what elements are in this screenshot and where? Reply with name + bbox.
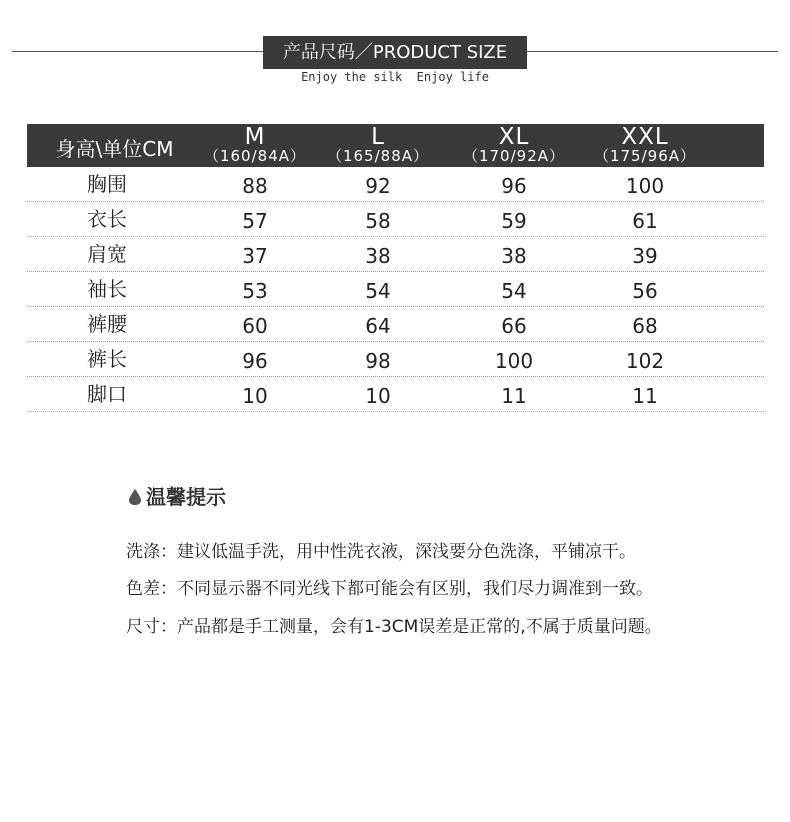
table-cell: 57 — [242, 209, 268, 233]
table-row — [27, 342, 764, 377]
table-cell: 100 — [625, 174, 665, 198]
section-title: 产品尺码／PRODUCT SIZE — [263, 36, 527, 69]
drop-icon — [128, 488, 142, 506]
table-cell: 61 — [632, 209, 658, 233]
tips-heading — [128, 481, 226, 510]
table-cell: 56 — [632, 279, 658, 303]
column-header-m — [190, 124, 320, 167]
table-cell: 60 — [242, 314, 268, 338]
table-cell: 53 — [242, 279, 268, 303]
table-cell: 64 — [365, 314, 391, 338]
table-cell: 58 — [365, 209, 391, 233]
column-size: M — [244, 124, 266, 150]
table-cell: 10 — [365, 384, 391, 408]
table-row — [27, 272, 764, 307]
table-cell: 38 — [365, 244, 391, 268]
table-row — [27, 377, 764, 412]
row-label: 肩宽 — [87, 242, 127, 266]
table-cell: 11 — [501, 384, 527, 408]
table-cell: 88 — [242, 174, 268, 198]
table-cell: 54 — [501, 279, 527, 303]
row-label: 胸围 — [87, 172, 127, 196]
table-cell: 10 — [242, 384, 268, 408]
size-table — [27, 124, 764, 412]
table-cell: 59 — [501, 209, 527, 233]
table-cell: 37 — [242, 244, 268, 268]
tip-washing: 洗涤：建议低温手洗，用中性洗衣液，深浅要分色洗涤，平铺凉干。 — [126, 542, 636, 562]
row-label: 衣长 — [87, 207, 127, 231]
tip-color-difference: 色差：不同显示器不同光线下都可能会有区别，我们尽力调准到一致。 — [126, 579, 653, 599]
column-header-xl — [449, 124, 579, 167]
column-code: （165/88A） — [326, 147, 430, 165]
column-size: XL — [498, 124, 530, 150]
column-header-xxl — [580, 124, 710, 167]
row-label: 脚口 — [87, 382, 127, 406]
table-row — [27, 237, 764, 272]
table-cell: 54 — [365, 279, 391, 303]
table-cell: 100 — [494, 349, 534, 373]
table-cell: 96 — [501, 174, 527, 198]
column-size: XXL — [621, 124, 669, 150]
row-label: 裤腰 — [87, 312, 127, 336]
table-cell: 98 — [365, 349, 391, 373]
table-row — [27, 202, 764, 237]
header-rule-left — [12, 51, 263, 52]
table-cell: 38 — [501, 244, 527, 268]
table-row — [27, 307, 764, 342]
table-cell: 11 — [632, 384, 658, 408]
table-cell: 68 — [632, 314, 658, 338]
column-code: （160/84A） — [203, 147, 307, 165]
row-label: 袖长 — [87, 277, 127, 301]
tip-size: 尺寸：产品都是手工测量，会有1-3CM误差是正常的,不属于质量问题。 — [126, 617, 662, 637]
table-row — [27, 167, 764, 202]
column-size: L — [371, 124, 385, 150]
table-header — [27, 124, 764, 167]
table-cell: 96 — [242, 349, 268, 373]
row-label: 裤长 — [87, 347, 127, 371]
table-cell: 39 — [632, 244, 658, 268]
column-code: （175/96A） — [593, 147, 697, 165]
column-header-l — [313, 124, 443, 167]
tips-title: 温馨提示 — [146, 485, 226, 509]
table-cell: 92 — [365, 174, 391, 198]
table-cell: 102 — [625, 349, 665, 373]
section-subtitle: Enjoy the silk Enjoy life — [301, 70, 489, 84]
column-code: （170/92A） — [462, 147, 566, 165]
corner-label: 身高\单位CM — [55, 137, 174, 161]
header-rule-right — [527, 51, 778, 52]
table-body — [27, 167, 764, 412]
table-cell: 66 — [501, 314, 527, 338]
